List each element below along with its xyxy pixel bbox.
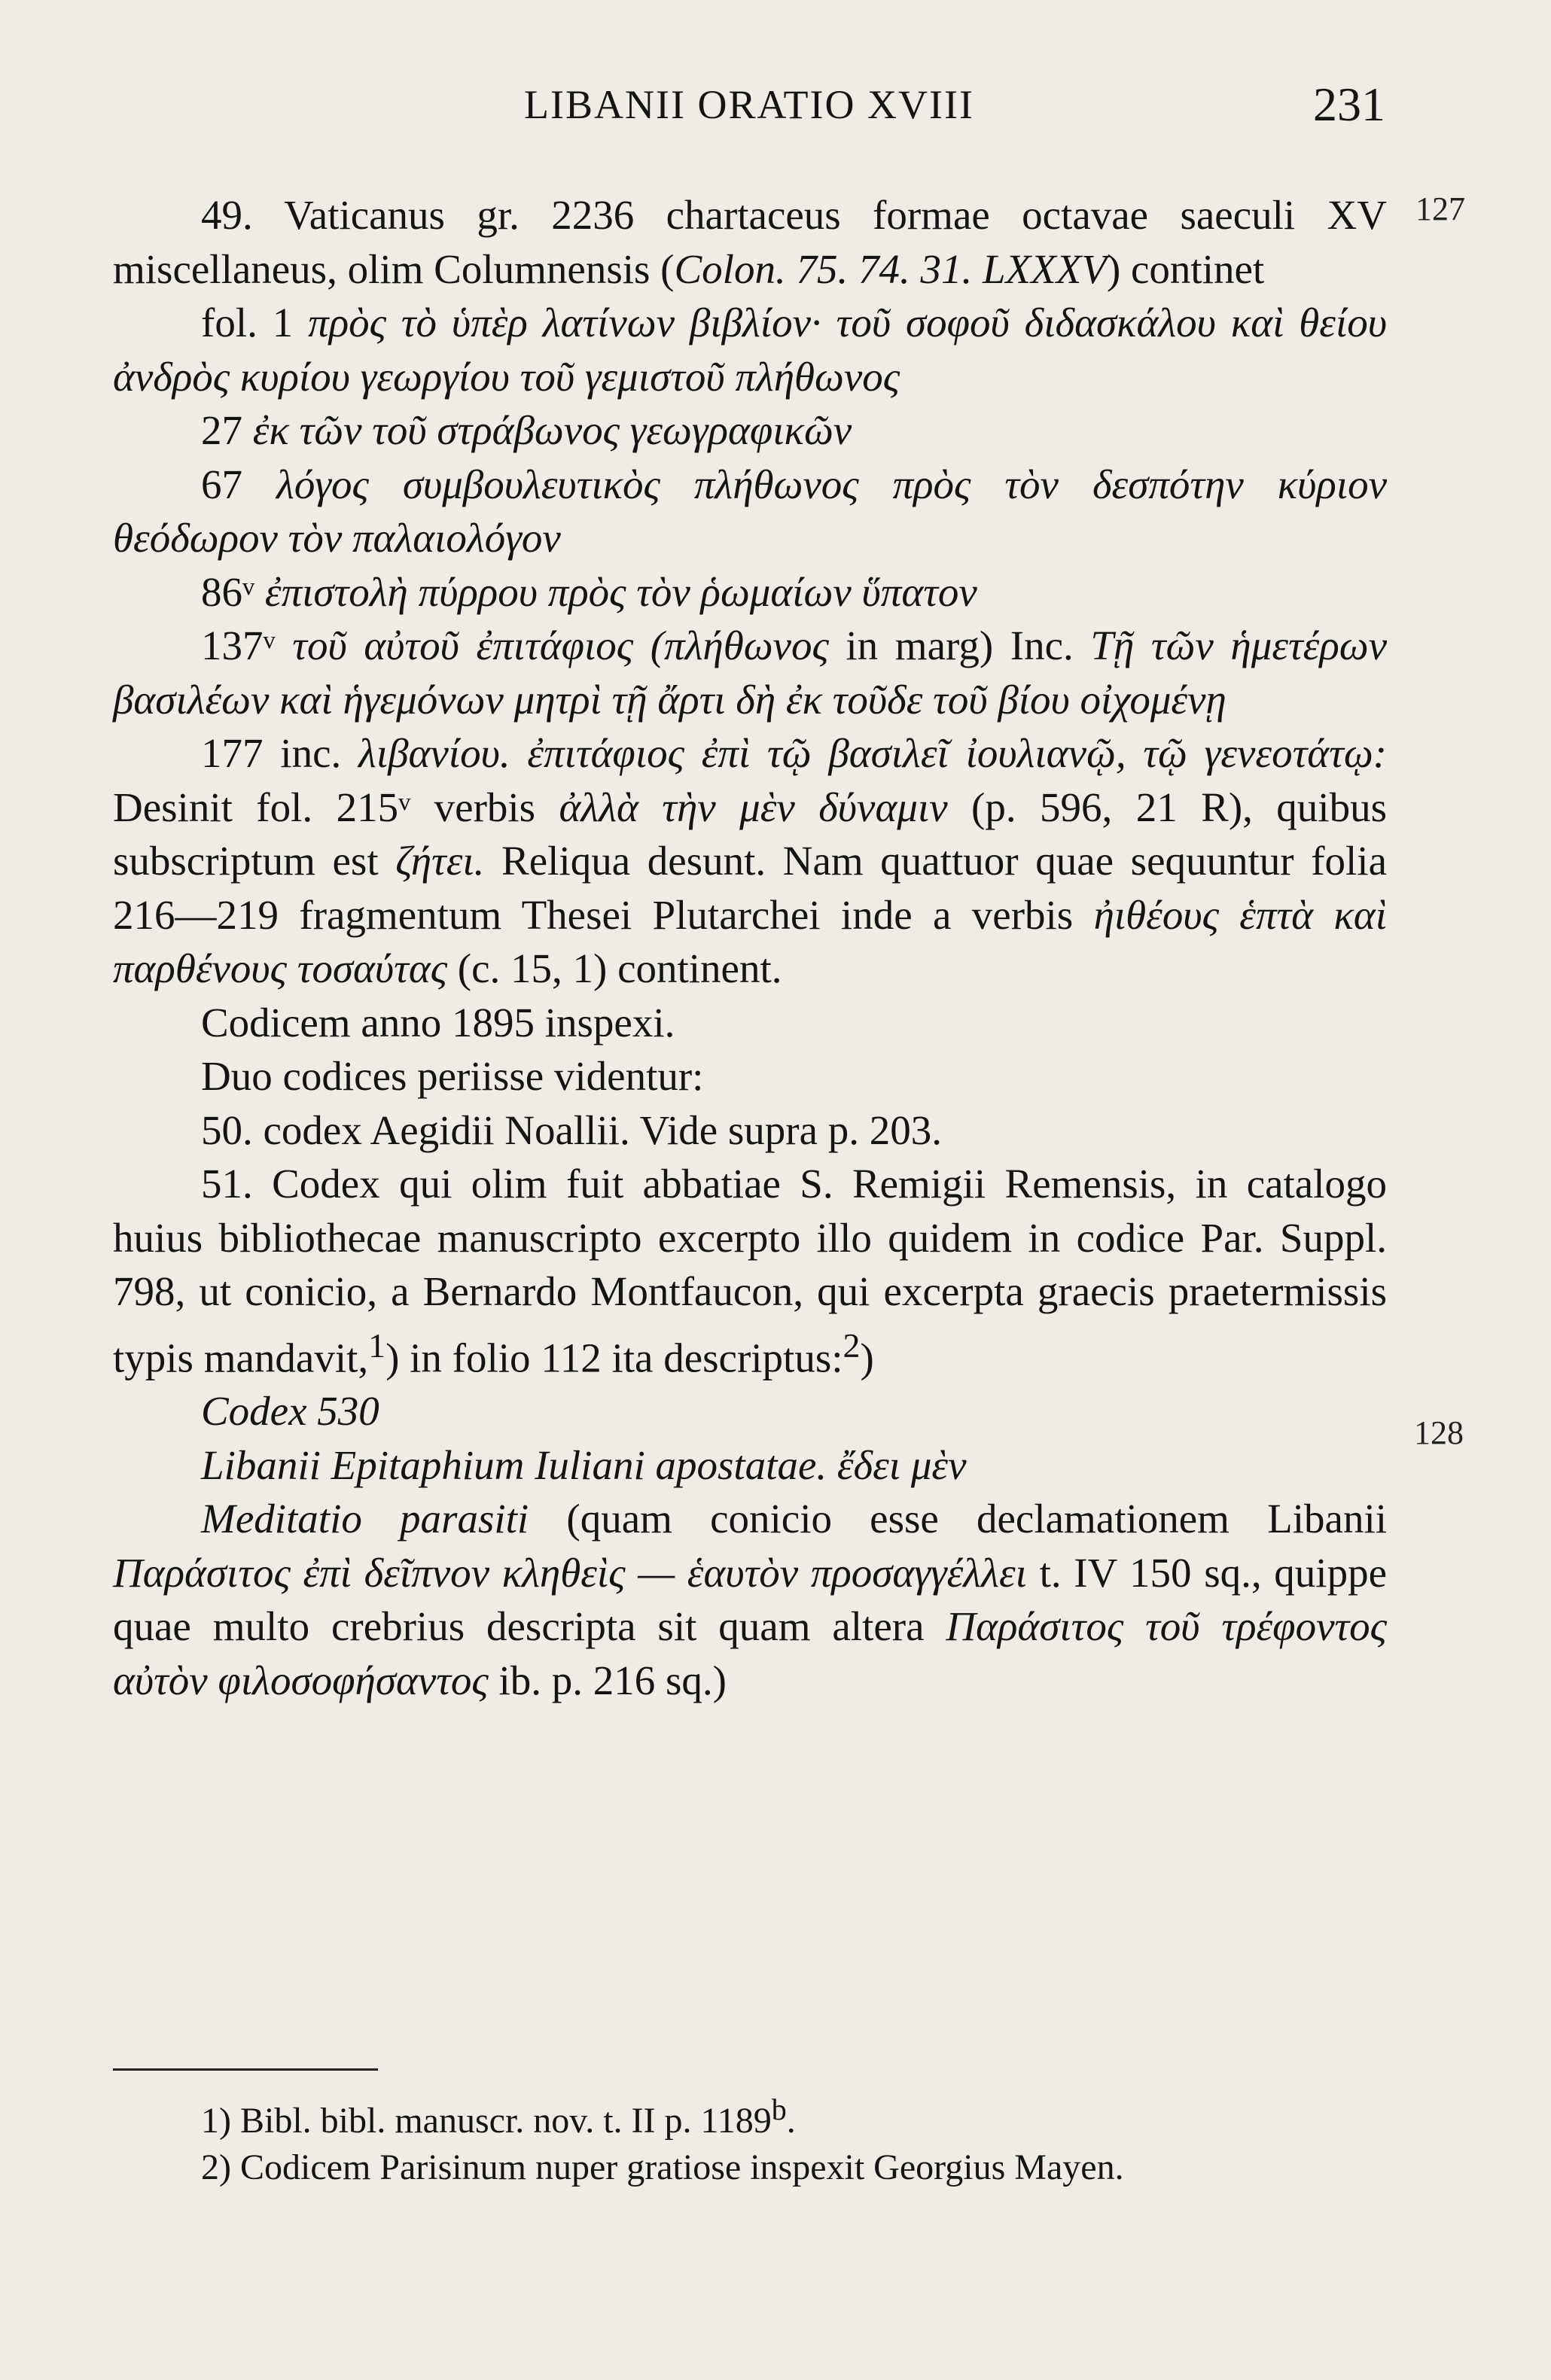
greek-text: ἐκ τῶν τοῦ στράβωνος γεωγραφικῶν [252,407,852,453]
greek-text: Τῇ τῶν ἡμετέρων βασιλέων καὶ ἡγεμόνων μητρὶ τῇ ἄρτι δὴ ἐκ τοῦδε τοῦ βίου οἰχομένῃ [113,622,1387,723]
greek-text: ἠιθέους ἑπτὰ καὶ παρθένους τοσαύτας [113,891,1387,991]
text-run: t. IV 150 sq., quippe quae multo crebrius descripta sit quam altera [113,1549,1387,1650]
footnote-ref: 2 [843,1325,861,1365]
codex-title: Codex 530 [201,1388,379,1435]
greek-text: λόγος συμβουλευτικὸς πλήθωνος πρὸς τὸν δεσπότην κύριον θεόδωρον τὸν παλαιολόγον [113,461,1388,561]
paragraph [113,619,1387,726]
greek-text: ἀλλὰ τὴν μὲν δύναμιν [559,784,948,830]
paragraph [113,1492,1387,1707]
text-run: in marg) Inc. [828,622,1091,668]
footnotes [113,2086,1387,2191]
paragraph: 50. codex Aegidii Noallii. Vide supra p. 203. [201,1106,943,1153]
greek-text: Παράσιτος τοῦ τρέφοντος αὐτὸν φιλοσοφήσαντος [113,1603,1387,1703]
text-run: Desinit fol. 215ᵛ verbis [113,784,559,830]
page-header [113,78,1385,142]
text-run: ) [860,1334,874,1380]
greek-text: ζήτει. [395,838,485,884]
text-run: ) in folio 112 ita descriptus: [385,1334,843,1380]
paragraph [113,458,1387,565]
text-run: 49. Vaticanus gr. 2236 chartaceus formae octavae saeculi XV miscellaneus, olim Columnensis ( [113,192,1387,292]
paragraph [113,1438,1387,1493]
text-run: ) continet [1106,245,1265,292]
catalog-entry: Meditatio parasiti [201,1496,529,1542]
page-number: 231 [1313,78,1385,131]
running-head: LIBANII ORATIO XVIII [524,82,974,127]
margin-page-number: 128 [1414,1414,1464,1451]
footnote [113,2086,1387,2144]
paragraph [113,1384,1387,1438]
catalog-entry: Libanii Epitaphium Iuliani apostatae. [201,1441,827,1488]
footnote-ref: 1 [368,1325,386,1365]
greek-text: τοῦ αὐτοῦ ἐπιτάφιος (πλήθωνος [292,622,829,668]
text-run: ib. p. 216 sq.) [488,1657,727,1703]
footnote-divider [113,2068,378,2071]
text-run: 137ᵛ [201,622,293,668]
superscript: b [771,2092,787,2126]
paragraph [113,296,1387,403]
text-run: 1) Bibl. bibl. manuscr. nov. t. II p. 1189 [201,2101,772,2141]
text-run: (c. 15, 1) continent. [447,945,782,991]
text-run: (p. 596, 21 R), quibus subscriptum est [113,784,1387,884]
paragraph: Codicem anno 1895 inspexi. [201,999,675,1045]
paragraph [113,1157,1387,1384]
citation: Colon. 75. 74. 31. LXXXV [674,245,1107,292]
greek-text: ἐπιστολὴ πύρρου πρὸς τὸν ῥωμαίων ὕπατον [264,568,977,615]
greek-text: λιβανίου. ἐπιτάφιος ἐπὶ τῷ βασιλεῖ ἰουλιανῷ, τῷ γενεοτάτῳ: [358,730,1387,776]
text-run: Reliqua desunt. Nam quattuor quae sequuntur folia 216—219 fragmentum Thesei Plutarchei inde a verbis [113,838,1387,938]
text-run: . [786,2101,796,2141]
paragraph [113,565,1387,619]
paragraph [113,403,1387,458]
paragraph: Duo codices periisse videntur: [201,1053,704,1099]
text-run: 67 [201,461,277,507]
greek-text: ἔδει μὲν [836,1441,967,1488]
text-run: fol. 1 [201,300,309,345]
footnote: 2) Codicem Parisinum nuper gratiose inspexit Georgius Mayen. [201,2147,1124,2187]
text-run: (quam conicio esse declamationem Libanii [529,1496,1388,1542]
greek-text: Παράσιτος ἐπὶ δεῖπνον κληθεὶς — ἑαυτὸν προσαγγέλλει [113,1549,1027,1596]
text-run: 51. Codex qui olim fuit abbatiae S. Remigii Remensis, in catalogo huius bibliothecae manuscripto excerpto illo quidem in codice Par. Suppl. 798, ut conicio, a Bernardo Montfaucon, qui excerpta graecis praetermissis typis mandavit, [113,1161,1387,1380]
text-run: 27 [201,407,253,453]
main-text [113,188,1387,1707]
margin-page-number: 127 [1415,190,1465,227]
paragraph [113,726,1387,996]
text-run: 86ᵛ [201,568,265,615]
text-run: 177 inc. [201,730,359,776]
greek-text: πρὸς τὸ ὑπὲρ λατίνων βιβλίον· τοῦ σοφοῦ διδασκάλου καὶ θείου ἀνδρὸς κυρίου γεωργίου τοῦ γεμιστοῦ πλήθωνος [113,300,1387,400]
paragraph [113,188,1387,296]
